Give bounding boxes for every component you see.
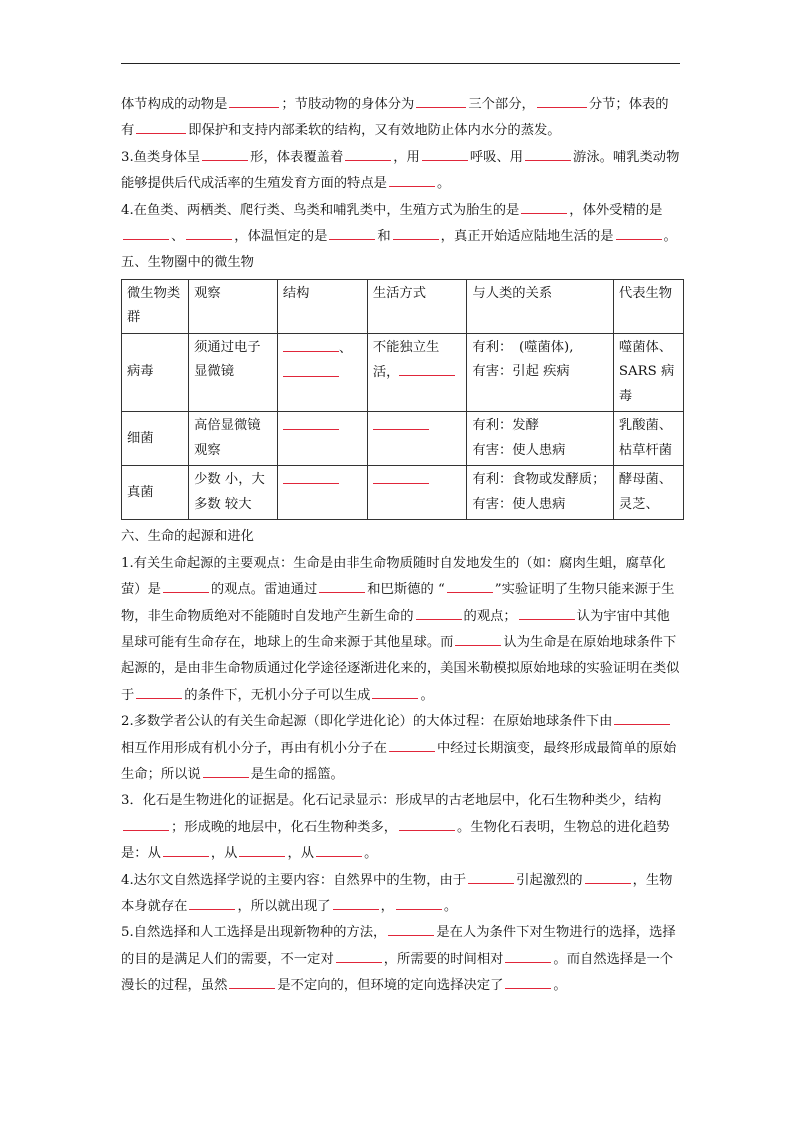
answer-blank[interactable] <box>186 224 232 240</box>
answer-blank[interactable] <box>203 762 249 778</box>
answer-blank[interactable] <box>345 145 391 161</box>
observe-cell: 少数 小，大多数 较大 <box>189 466 278 520</box>
lifestyle-cell <box>367 466 467 520</box>
answer-blank[interactable] <box>333 894 379 910</box>
header-rule <box>121 63 680 64</box>
answer-blank[interactable] <box>388 920 434 936</box>
answer-blank[interactable] <box>537 92 587 108</box>
answer-blank[interactable] <box>399 815 455 831</box>
relation-cell: 有利：发酵 有害：使人患病 <box>467 412 614 466</box>
observe-cell: 高倍显微镜观察 <box>189 412 278 466</box>
answer-blank[interactable] <box>585 868 631 884</box>
answer-blank[interactable] <box>336 947 382 963</box>
lifestyle-cell <box>367 412 467 466</box>
table-header: 观察 <box>189 279 278 333</box>
paragraph-darwin: 4.达尔文自然选择学说的主要内容：自然界中的生物，由于 引起激烈的 ，生物本身就存在 ，所以就出现了 ， 。 <box>121 868 681 921</box>
answer-blank[interactable] <box>519 604 575 620</box>
answer-blank[interactable] <box>136 683 182 699</box>
answer-blank[interactable] <box>525 145 571 161</box>
answer-blank[interactable] <box>283 414 339 430</box>
paragraph-origin-1: 1.有关生命起源的主要观点：生命是由非生命物质随时自发地发生的（如：腐肉生蛆，腐草化萤）是 的观点。雷迪通过 和巴斯德的 “ ”实验证明了生物只能来源于生物，非生命物质绝对不能随时自发地产生新生命的 的观点； 认为宇宙中其他星球可能有生命存在，地球上的生命来源于其他星球。而 认为生命是在原始地球条件下起源的，是由非生命物质通过化学途径逐渐进化来的，美国米勒模拟原始地球的实验证明在类似于 的条件下，无机小分子可以生成 。 <box>121 555 680 703</box>
answer-blank[interactable] <box>614 709 670 725</box>
group-name: 细菌 <box>122 412 189 466</box>
table-row-bacteria <box>122 412 684 466</box>
table-header: 与人类的关系 <box>467 279 614 333</box>
paragraph-selection: 5.自然选择和人工选择是出现新物种的方法， 是在人为条件下对生物进行的选择，选择的目的是满足人们的需要，不一定对 ，所需要的时间相对 。而自然选择是一个漫长的过程，虽然 是不定向的，但环境的定向选择决定了 。 <box>121 920 681 999</box>
answer-blank[interactable] <box>163 841 209 857</box>
table-header: 结构 <box>277 279 367 333</box>
paragraph-fossil: 3．化石是生物进化的证据是。化石记录显示：形成早的古老地层中，化石生物种类少，结构；形成晚的地层中，化石生物种类多， 。生物化石表明，生物总的进化趋势是：从 ，从 ，从 。 <box>121 793 670 862</box>
group-name: 真菌 <box>122 466 189 520</box>
answer-blank[interactable] <box>505 973 551 989</box>
answer-blank[interactable] <box>123 815 169 831</box>
answer-blank[interactable] <box>416 604 462 620</box>
answer-blank[interactable] <box>123 224 169 240</box>
answer-blank[interactable] <box>468 868 514 884</box>
paragraph-animals-1: 体节构成的动物是 ；节肢动物的身体分为 三个部分， 分节；体表的有 即保护和支持内部柔软的结构，又有效地防止体内水分的蒸发。 <box>121 92 681 145</box>
answer-blank[interactable] <box>202 145 248 161</box>
answer-blank[interactable] <box>319 577 365 593</box>
answer-blank[interactable] <box>396 894 442 910</box>
document-body <box>121 92 681 1000</box>
section-6-title: 六、生命的起源和进化 <box>121 529 254 545</box>
answer-blank[interactable] <box>373 414 429 430</box>
table-row-virus <box>122 333 684 412</box>
structure-cell <box>277 412 367 466</box>
answer-blank[interactable] <box>283 468 339 484</box>
paragraph-origin-2: 2.多数学者公认的有关生命起源（即化学进化论）的大体过程：在原始地球条件下由相互作用形成有机小分子，再由有机小分子在 中经过长期演变，最终形成最简单的原始生命；所以说 是生命的摇篮。 <box>121 709 681 788</box>
paragraph-3: 3.鱼类身体呈 形，体表覆盖着 ，用 呼吸、用 游泳。哺乳类动物能够提供后代成活率的生殖发育方面的特点是 。 <box>121 145 681 198</box>
answer-blank[interactable] <box>163 577 209 593</box>
answer-blank[interactable] <box>229 973 275 989</box>
answer-blank[interactable] <box>399 360 455 376</box>
observe-cell: 须通过电子显微镜 <box>189 333 278 412</box>
answer-blank[interactable] <box>447 577 493 593</box>
answer-blank[interactable] <box>373 468 429 484</box>
microbe-table <box>121 279 684 521</box>
answer-blank[interactable] <box>283 361 339 377</box>
answer-blank[interactable] <box>316 841 362 857</box>
table-row-fungi <box>122 466 684 520</box>
structure-cell <box>277 466 367 520</box>
answer-blank[interactable] <box>616 224 662 240</box>
relation-cell: 有利： (噬菌体), 有害：引起 疾病 <box>467 333 614 412</box>
answer-blank[interactable] <box>283 336 339 352</box>
representative-cell: 酵母菌、灵芝、 <box>613 466 683 520</box>
answer-blank[interactable] <box>389 736 435 752</box>
representative-cell: 噬菌体、SARS 病毒 <box>613 333 683 412</box>
answer-blank[interactable] <box>229 92 279 108</box>
answer-blank[interactable] <box>136 118 186 134</box>
table-header: 生活方式 <box>367 279 467 333</box>
answer-blank[interactable] <box>329 224 375 240</box>
group-name: 病毒 <box>122 333 189 412</box>
table-header: 微生物类群 <box>122 279 189 333</box>
lifestyle-cell: 不能独立生活， <box>367 333 467 412</box>
table-header-row <box>122 279 684 333</box>
answer-blank[interactable] <box>389 171 435 187</box>
answer-blank[interactable] <box>505 947 551 963</box>
answer-blank[interactable] <box>521 198 567 214</box>
table-header: 代表生物 <box>613 279 683 333</box>
relation-cell: 有利：食物或发酵质； 有害：使人患病 <box>467 466 614 520</box>
answer-blank[interactable] <box>416 92 466 108</box>
answer-blank[interactable] <box>455 630 501 646</box>
answer-blank[interactable] <box>372 683 418 699</box>
structure-cell: 、 <box>277 333 367 412</box>
answer-blank[interactable] <box>239 841 285 857</box>
answer-blank[interactable] <box>189 894 235 910</box>
paragraph-4: 4.在鱼类、两栖类、爬行类、鸟类和哺乳类中，生殖方式为胎生的是 ，体外受精的是、 ，体温恒定的是 和 ，真正开始适应陆地生活的是 。 <box>121 198 681 251</box>
answer-blank[interactable] <box>393 224 439 240</box>
answer-blank[interactable] <box>422 145 468 161</box>
representative-cell: 乳酸菌、枯草杆菌 <box>613 412 683 466</box>
section-5-title: 五、生物圈中的微生物 <box>121 255 254 271</box>
